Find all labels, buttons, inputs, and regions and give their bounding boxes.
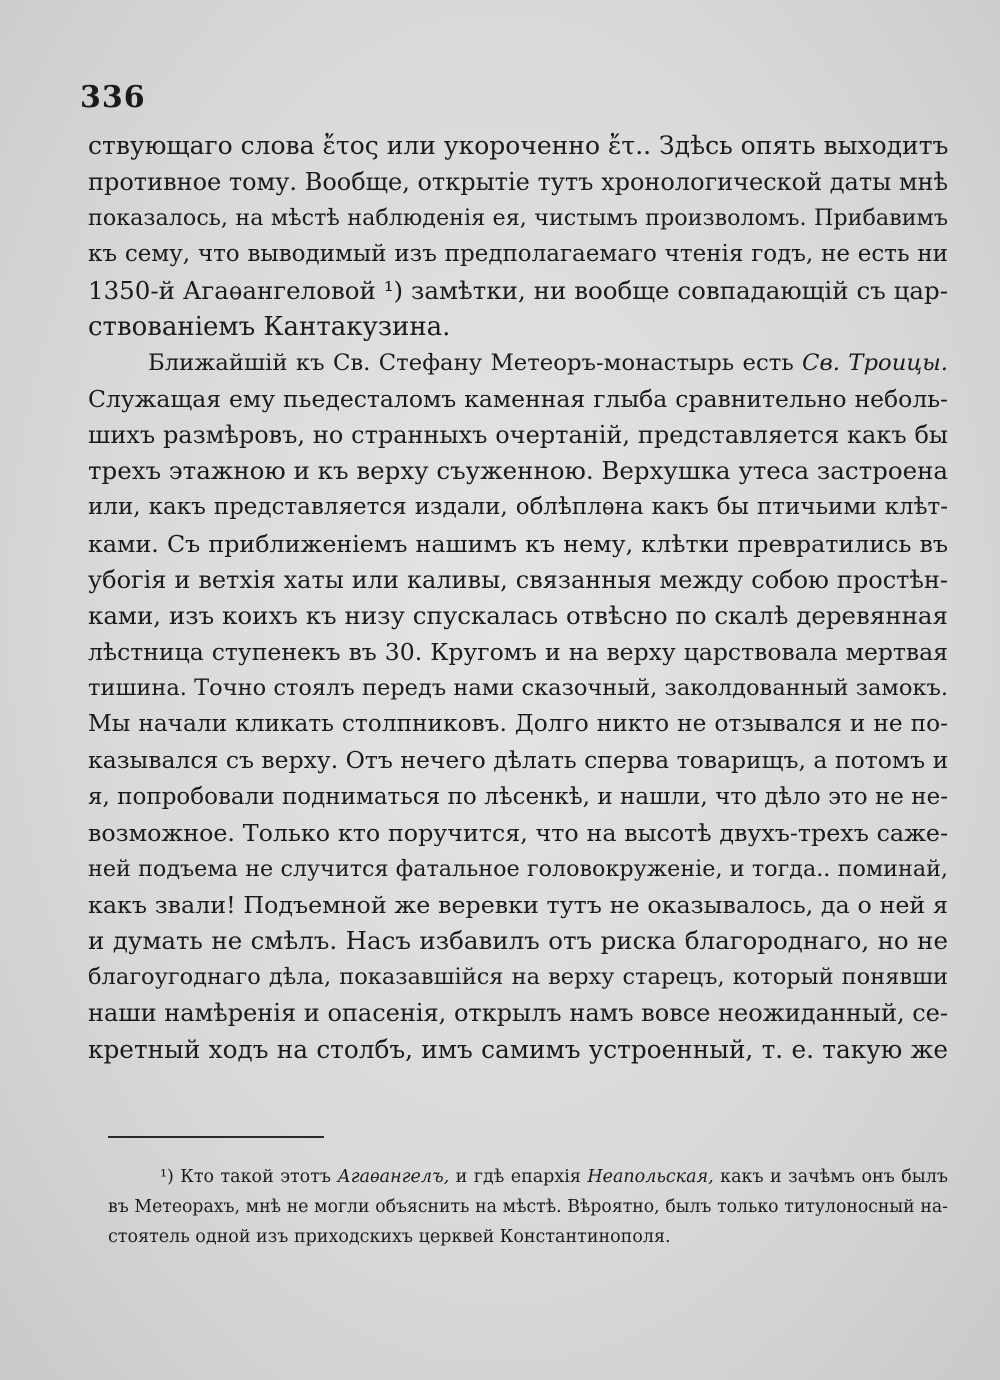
footnote-text: какъ и зачѣмъ онъ былъ xyxy=(720,1167,948,1187)
text-line: или, какъ представляется издали, облѣплѳна какъ бы птичьими клѣт- xyxy=(88,494,948,521)
text-line: 1350-й Агаѳангеловой ¹) замѣтки, ни вообще совпадающій съ цар- xyxy=(88,275,948,305)
text-line: трехъ этажною и къ верху съуженною. Верхушка утеса застроена xyxy=(88,456,949,486)
footnote-line xyxy=(108,1162,948,1192)
text-line: ками. Съ приближеніемъ нашимъ къ нему, клѣтки превратились въ xyxy=(88,529,948,558)
footnote-divider xyxy=(108,1136,324,1138)
text-line: противное тому. Вообще, открытіе тутъ хронологической даты мнѣ xyxy=(88,168,948,197)
text-line: ствующаго слова ἔτος или укороченно ἔτ.. Здѣсь опять выходитъ xyxy=(88,131,949,160)
monastery-name: Св. Троицы. xyxy=(802,349,948,376)
text-line: тишина. Точно стоялъ передъ нами сказочный, заколдованный замокъ. xyxy=(88,675,948,702)
text-line: возможное. Только кто поручится, что на высотѣ двухъ-трехъ саже- xyxy=(88,818,948,847)
text-line: лѣстница ступенекъ въ 30. Кругомъ и на верху царствовала мертвая xyxy=(88,637,948,666)
text-line: ствованіемъ Кантакузина. xyxy=(88,311,451,342)
text-line: ками, изъ коихъ къ низу спускалась отвѣсно по скалѣ деревянная xyxy=(88,600,948,630)
footnote-marker: ¹) xyxy=(160,1167,174,1187)
text-line: и думать не смѣлъ. Насъ избавилъ отъ риска благороднаго, но не xyxy=(88,926,948,956)
text-line: казывался съ верху. Отъ нечего дѣлать сперва товарищъ, а потомъ и xyxy=(88,746,949,775)
page-number: 336 xyxy=(80,80,146,115)
text-line: Служащая ему пьедесталомъ каменная глыба сравнительно неболь- xyxy=(88,384,948,413)
main-text xyxy=(88,128,948,1068)
text-line: ней подъема не случится фатальное головокруженіе, и тогда.. поминай, xyxy=(88,855,948,882)
text-line: показалось, на мѣстѣ наблюденія ея, чистымъ произволомъ. Прибавимъ xyxy=(88,205,948,232)
text-line: наши намѣренія и опасенія, открылъ намъ вовсе неожиданный, се- xyxy=(88,999,948,1028)
text-line xyxy=(88,345,948,381)
footnote-line: въ Метеорахъ, мнѣ не могли объяснить на мѣстѣ. Вѣроятно, былъ только титулоносный на- xyxy=(108,1197,948,1217)
text-line: шихъ размѣровъ, но странныхъ очертаній, представляется какъ бы xyxy=(88,421,948,450)
text-line: Мы начали кликать столпниковъ. Долго никто не отзывался и не по- xyxy=(88,710,948,738)
text-line: я, попробовали подниматься по лѣсенкѣ, и нашли, что дѣло это не не- xyxy=(88,783,948,810)
footnote-italic-name: Неапольская, xyxy=(587,1167,714,1187)
footnote-text: и гдѣ епархія xyxy=(455,1167,581,1187)
text-line: кретный ходъ на столбъ, имъ самимъ устроенный, т. е. такую же xyxy=(88,1034,948,1064)
text-line: какъ звали! Подъемной же веревки тутъ не оказывалось, да о ней я xyxy=(88,890,948,919)
text-line: убогія и ветхія хаты или каливы, связанныя между собою простѣн- xyxy=(88,565,948,594)
footnote-line: стоятель одной изъ приходскихъ церквей Константинополя. xyxy=(108,1227,671,1247)
footnote-text: Кто такой этотъ xyxy=(180,1167,332,1187)
text-line: къ сему, что выводимый изъ предполагаемаго чтенія годъ, не есть ни xyxy=(88,241,948,268)
footnote xyxy=(108,1162,948,1252)
paragraph-start: Ближайшій къ Св. Стефану Метеоръ-монастырь есть xyxy=(148,349,794,376)
footnote-italic-name: Агаѳангелъ, xyxy=(337,1167,450,1187)
text-line: благоугоднаго дѣла, показавшійся на верху старецъ, который понявши xyxy=(88,964,948,991)
